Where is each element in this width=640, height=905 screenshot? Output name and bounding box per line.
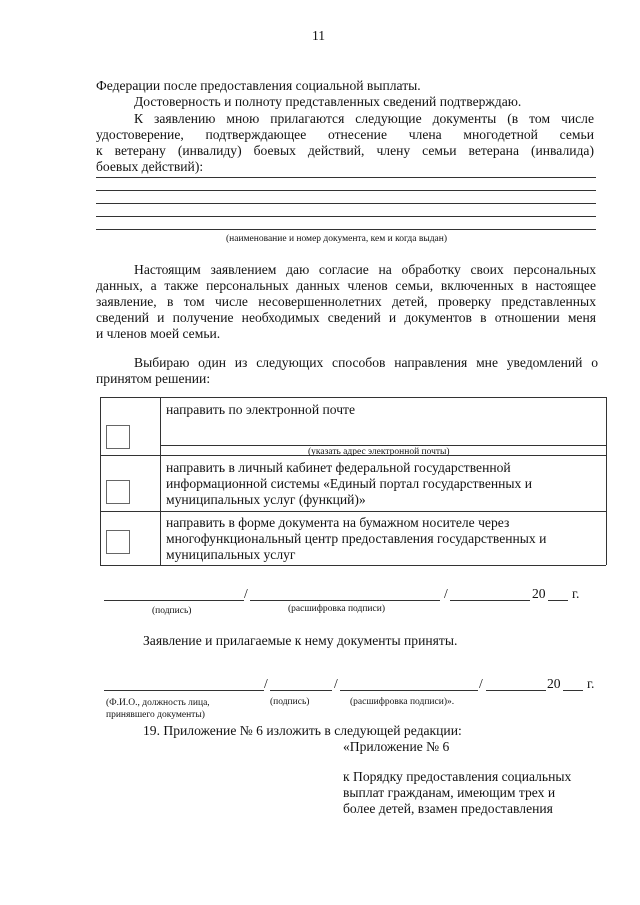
option-paper-line-3: муниципальных услуг — [166, 547, 296, 562]
option-cabinet-line-2: информационной системы «Единый портал государственных и — [166, 476, 533, 491]
intro-line-1: Федерации после предоставления социальной выплаты. — [96, 78, 421, 93]
doc-caption: (наименование и номер документа, кем и когда выдан) — [226, 234, 447, 244]
option-cabinet-line-3: муниципальных услуг (функций)» — [166, 492, 366, 507]
consent-line-4: сведений и получение необходимых сведений и документов в отношении меня — [96, 310, 596, 325]
choose-line-1: Выбираю один из следующих способов направления мне уведомлений о — [134, 355, 598, 370]
appendix-line-3: более детей, взамен предоставления — [343, 801, 553, 816]
paper-checkbox[interactable] — [106, 530, 130, 554]
doc-fill-line — [96, 190, 596, 191]
sign-caption-2: (подпись) — [270, 697, 310, 707]
email-checkbox[interactable] — [106, 425, 130, 449]
intro-line-2: Достоверность и полноту представленных сведений подтверждаю. — [134, 94, 522, 109]
sign-caption: (подпись) — [152, 606, 192, 616]
item-19: 19. Приложение № 6 изложить в следующей редакции: — [143, 723, 462, 738]
option-paper-line-2: многофункциональный центр предоставления государственных и — [166, 531, 547, 546]
page-number: 11 — [312, 28, 326, 43]
attach-line-2: удостоверение, подтверждающее отнесение члена многодетной семьи — [96, 127, 594, 142]
year-prefix: 20 — [532, 586, 546, 601]
option-cabinet-line-1: направить в личный кабинет федеральной государственной — [166, 460, 511, 475]
year-suffix: г. — [572, 586, 580, 601]
decode-caption: (расшифровка подписи) — [288, 604, 385, 614]
appendix-line-2: выплат гражданам, имеющим трех и — [343, 785, 556, 800]
appendix-line-1: к Порядку предоставления социальных — [343, 769, 572, 784]
decode-caption-2: (расшифровка подписи)». — [350, 697, 455, 707]
doc-fill-line — [96, 229, 596, 230]
option-paper-line-1: направить в форме документа на бумажном носителе через — [166, 515, 510, 530]
consent-line-3: заявление, в том числе несовершеннолетних детей, проверку представленных — [96, 294, 596, 309]
consent-line-1: Настоящим заявлением даю согласие на обработку своих персональных — [134, 262, 596, 277]
email-caption: (указать адрес электронной почты) — [308, 447, 450, 457]
doc-fill-line — [96, 216, 596, 217]
attach-line-4: боевых действий): — [96, 159, 204, 174]
option-email-label: направить по электронной почте — [166, 402, 356, 417]
attach-line-1: К заявлению мною прилагаются следующие документы (в том числе — [134, 111, 594, 126]
consent-line-5: и членов моей семьи. — [96, 326, 221, 341]
fio-caption-2: принявшего документы) — [106, 710, 205, 720]
accepted-text: Заявление и прилагаемые к нему документы приняты. — [143, 633, 458, 648]
choose-line-2: принятом решении: — [96, 371, 211, 386]
doc-fill-line — [96, 203, 596, 204]
attach-line-3: к ветерану (инвалиду) боевых действий, члену семьи ветерана (инвалида) — [96, 143, 594, 158]
appendix-title: «Приложение № 6 — [343, 739, 450, 754]
year-suffix: г. — [587, 676, 595, 691]
cabinet-checkbox[interactable] — [106, 480, 130, 504]
consent-line-2: данных, а также персональных данных членов семьи, включенных в настоящее — [96, 278, 596, 293]
year-prefix: 20 — [547, 676, 561, 691]
document-page: 11 Федерации после предоставления социальной выплаты. Достоверность и полноту представленных сведений подтверждаю. К заявлению мною прилагаются следующие документы (в том числе удостоверение, подтверждающее отнесение члена многодетной семьи к ветерану (инвалиду) боевых действий, члену семьи ветерана (инвалида) боевых действий): (наименование и номер документа, кем и когда выдан) Настоящим заявлением даю согласие на обработку своих персональных данных, а также персональных данных членов семьи, включенных в настоящее заявление, в том числе несовершеннолетних детей, проверку представленных сведений и получение необходимых сведений и документов в отношении меня и членов моей семьи. Выбираю один из следующих способов направления мне уведомлений о принятом решении: направить по электронной почте (указать адрес электронной почты) направить в личный кабинет федеральной государственной информационной системы «Единый портал государственных и муниципальных услуг (функций)» направить в форме документа на бумажном носителе через многофункциональный центр предоставления государственных и муниципальных услуг / / 20 г. (подпись) (расшифровка подписи) Заявление и прилагаемые к нему документы приняты. / / / 20 г. (Ф.И.О., должность лица, принявшего документы) (подпись) (расшифровка подписи)». 19. Приложение № 6 изложить в следующей редакции: «Приложение № 6 к Порядку предоставления социальных выплат гражданам, имеющим трех и более детей, взамен предоставления — [0, 0, 640, 905]
doc-fill-line — [96, 177, 596, 178]
fio-caption-1: (Ф.И.О., должность лица, — [106, 698, 210, 708]
